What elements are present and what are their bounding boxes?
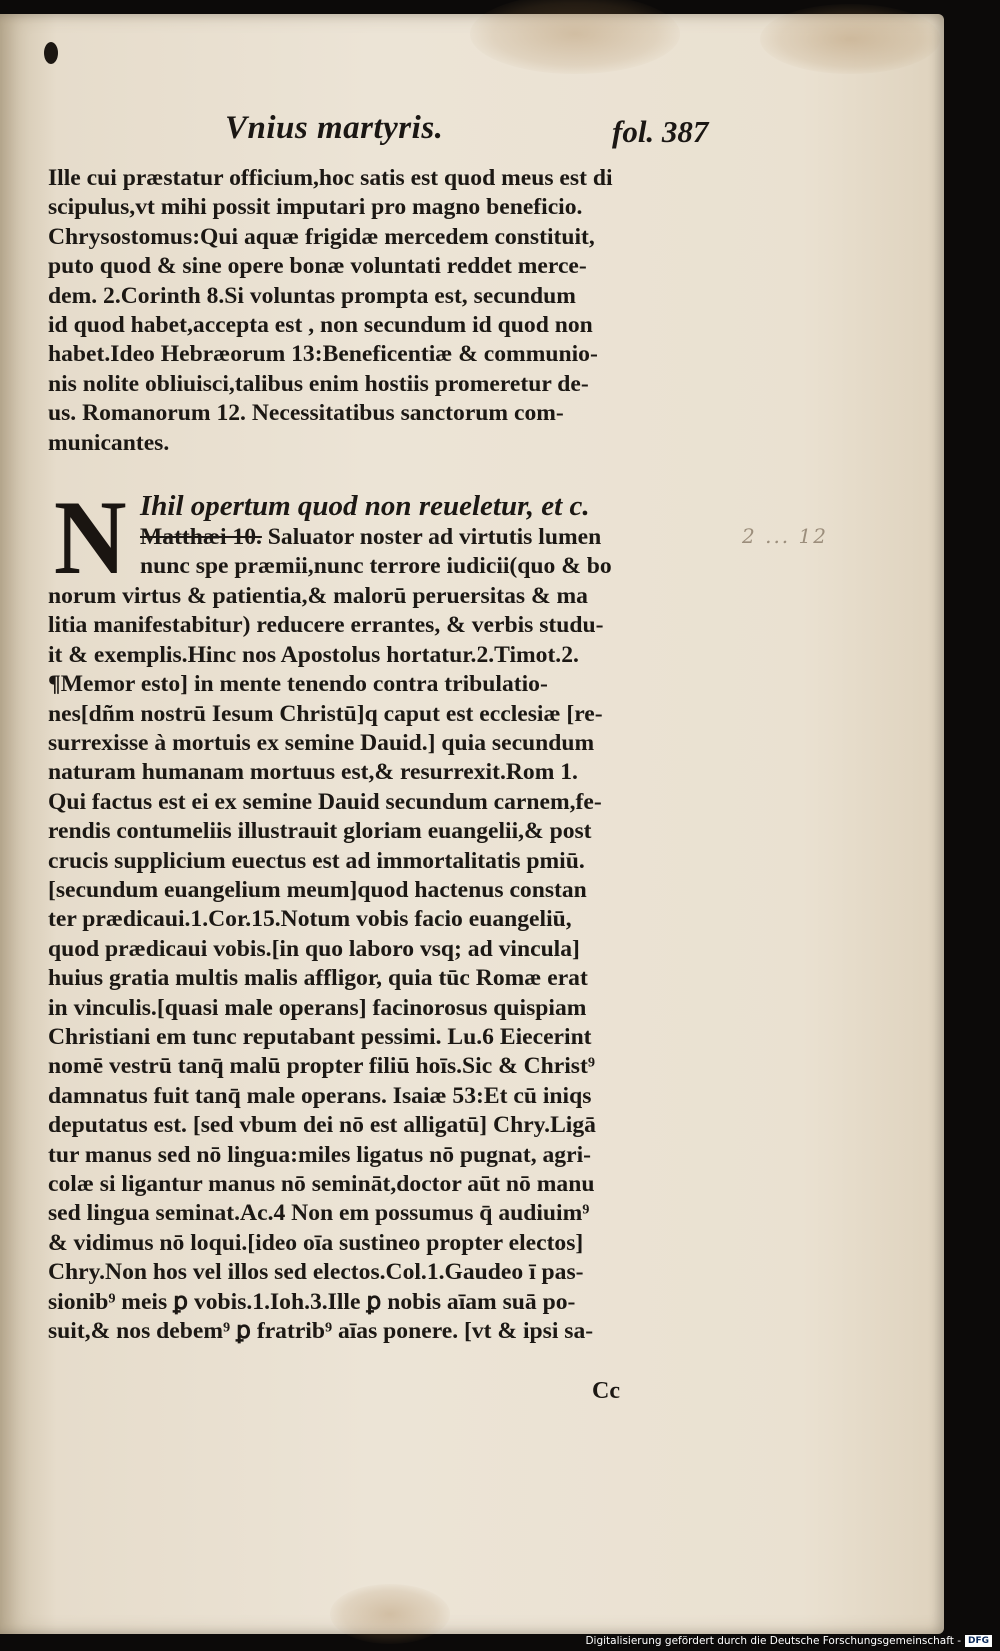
text-line: quod prædicaui vobis.[in quo laboro vsq; ad vincula] <box>48 935 580 962</box>
section-2 <box>48 479 728 1346</box>
text-line: id quod habet,accepta est , non secundum id quod non <box>48 312 593 339</box>
text-line: rendis contumeliis illustrauit gloriam euangelii,& post <box>48 818 592 845</box>
digitization-credit <box>585 1635 992 1647</box>
text-line: naturam humanam mortuus est,& resurrexit.Rom 1. <box>48 759 578 786</box>
first-line-text: Saluator noster ad virtutis lumen <box>261 524 602 551</box>
text-line: dem. 2.Corinth 8.Si voluntas prompta est, secundum <box>48 282 576 309</box>
text-line: colæ si ligantur manus nō semināt,doctor aūt nō manu <box>48 1171 595 1197</box>
binding-hole <box>44 42 58 64</box>
section-heading: Ihil opertum quod non reueletur, et c. <box>140 490 590 523</box>
text-line: Qui factus est ei ex semine Dauid secundum carnem,fe- <box>48 788 602 815</box>
text-line: it & exemplis.Hinc nos Apostolus hortatur.2.Timot.2. <box>48 641 579 668</box>
folio-number: fol. 387 <box>612 114 709 149</box>
text-line: us. Romanorum 12. Necessitatibus sanctorum com- <box>48 400 564 427</box>
text-line: nis nolite obliuisci,talibus enim hostiis promeretur de- <box>48 370 589 397</box>
catchword: Cc <box>592 1378 620 1404</box>
section-first-line <box>48 523 728 552</box>
text-line: Chry.Non hos vel illos sed electos.Col.1.Gaudeo ī pas- <box>48 1259 584 1286</box>
text-line: ter prædicaui.1.Cor.15.Notum vobis facio euangeliū, <box>48 906 572 933</box>
credit-text: Digitalisierung gefördert durch die Deutsche Forschungsgemeinschaft - <box>585 1635 961 1647</box>
water-stain-top-right <box>760 4 940 74</box>
text-line: Ille cui præstatur officium,hoc satis est quod meus est di <box>48 165 613 191</box>
running-head <box>0 110 944 158</box>
text-line: scipulus,vt mihi possit imputari pro magno beneficio. <box>48 194 583 221</box>
text-line: ¶Memor esto] in mente tenendo contra tribulatio- <box>48 671 548 698</box>
running-head-title: Vnius martyris. <box>225 110 444 146</box>
dfg-logo: DFG <box>965 1635 992 1647</box>
text-line: sed lingua seminat.Ac.4 Non em possumus q̄ audiuim⁹ <box>48 1200 590 1227</box>
drop-initial: N <box>53 479 127 597</box>
text-line: norum virtus & patientia,& malorū peruersitas & ma <box>48 582 588 609</box>
text-line: nes[dñm nostrū Iesum Christū]q caput est ecclesiæ [re- <box>48 700 603 727</box>
text-line: tur manus sed nō lingua:miles ligatus nō pugnat, agri- <box>48 1141 591 1168</box>
struck-reference: Matthæi 10. <box>140 524 262 551</box>
text-line: sionib⁹ meis ꝑ vobis.1.Ioh.3.Ille ꝑ nobis aīam suā po- <box>48 1288 576 1315</box>
section-indented-line: nunc spe præmii,nunc terrore iudicii(quo & bo <box>140 553 612 580</box>
book-page <box>0 14 944 1634</box>
water-stain-top <box>470 0 680 74</box>
text-line: surrexisse à mortuis ex semine Dauid.] quia secundum <box>48 729 595 756</box>
water-stain-bottom <box>330 1584 450 1644</box>
paragraph-1 <box>48 164 728 458</box>
text-line: suit,& nos debem⁹ ꝑ fratrib⁹ aīas ponere. [vt & ipsi sa- <box>48 1318 594 1345</box>
text-line: Chrysostomus:Qui aquæ frigidæ mercedem constituit, <box>48 223 595 250</box>
text-line: huius gratia multis malis affligor, quia tūc Romæ erat <box>48 965 588 992</box>
text-line: municantes. <box>48 429 170 456</box>
text-line: [secundum euangelium meum]quod hactenus constan <box>48 876 587 903</box>
text-line: puto quod & sine opere bonæ voluntati reddet merce- <box>48 253 587 280</box>
text-line: & vidimus nō loqui.[ideo oīa sustineo propter electos] <box>48 1229 584 1256</box>
text-line: Christiani em tunc reputabant pessimi. Lu.6 Eiecerint <box>48 1023 592 1050</box>
text-line: in vinculis.[quasi male operans] facinorosus quispiam <box>48 994 587 1021</box>
text-line: deputatus est. [sed vbum dei nō est alligatū] Chry.Ligā <box>48 1112 596 1139</box>
text-line: litia manifestabitur) reducere errantes, & verbis studu- <box>48 612 604 639</box>
text-line: damnatus fuit tanq̄ male operans. Isaiæ 53:Et cū iniqs <box>48 1082 592 1109</box>
text-line: habet.Ideo Hebræorum 13:Beneficentiæ & communio- <box>48 341 598 368</box>
text-line: nomē vestrū tanq̄ malū propter filiū hoīs.Sic & Christ⁹ <box>48 1053 595 1080</box>
section-2-lines <box>48 582 728 1347</box>
main-text <box>48 164 728 1346</box>
text-line: crucis supplicium euectus est ad immortalitatis pmiū. <box>48 847 585 874</box>
margin-note: 2 ... 12 <box>742 524 828 548</box>
